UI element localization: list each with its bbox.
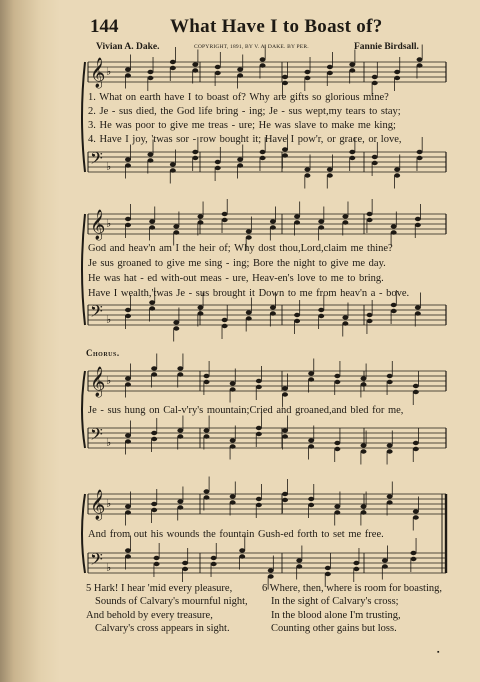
stanza-line: Calvary's cross appears in sight. xyxy=(95,622,230,634)
bass-clef-icon: 𝄢 xyxy=(90,424,103,448)
notehead xyxy=(413,447,419,451)
notehead xyxy=(151,431,157,435)
notehead xyxy=(304,76,310,80)
notehead xyxy=(415,311,421,315)
bass-clef-icon: 𝄢 xyxy=(90,301,103,325)
notehead xyxy=(327,173,333,177)
notehead xyxy=(177,499,183,503)
composer-credit: Vivian A. Dake. xyxy=(96,42,160,52)
notehead xyxy=(246,316,252,320)
notehead xyxy=(394,167,400,171)
stanza-line: 5 Hark! I hear 'mid every pleasure, xyxy=(86,583,233,594)
notehead xyxy=(361,504,367,508)
chorus-line-1: Je - sus hung on Cal-v'ry's mountain;Cried and groaned,and bled for me, xyxy=(88,405,404,416)
notehead xyxy=(246,229,252,233)
stanza-line: In the blood alone I'm trusting, xyxy=(271,609,401,621)
notehead xyxy=(417,150,423,154)
notehead xyxy=(391,303,397,307)
notehead xyxy=(230,381,236,385)
notehead xyxy=(192,62,198,66)
notehead xyxy=(294,214,300,218)
notehead xyxy=(413,509,419,513)
notehead xyxy=(382,558,388,562)
notehead xyxy=(125,504,131,508)
notehead xyxy=(361,376,367,380)
notehead xyxy=(394,173,400,177)
stanza-5 xyxy=(86,582,248,635)
treble-clef-icon: 𝄞 xyxy=(90,210,106,240)
notehead xyxy=(349,156,355,160)
notehead xyxy=(304,70,310,74)
flat-icon: ♭ xyxy=(106,436,112,449)
notehead xyxy=(334,447,340,451)
notehead xyxy=(204,428,210,432)
bass-clef-icon: 𝄢 xyxy=(90,549,103,573)
notehead xyxy=(215,71,221,75)
notehead xyxy=(349,150,355,154)
flat-icon: ♭ xyxy=(106,313,112,326)
notehead xyxy=(197,214,203,218)
notehead xyxy=(308,377,314,381)
notehead xyxy=(260,150,266,154)
notehead xyxy=(192,68,198,72)
notehead xyxy=(282,153,288,157)
notehead xyxy=(170,162,176,166)
notehead xyxy=(391,230,397,234)
ink-mark: ▪ xyxy=(437,648,440,656)
verse-2-line-1: 2. Je - sus died, the God life bring - ing; Je - sus wept,my tears to stay; xyxy=(88,106,401,117)
notehead xyxy=(170,60,176,64)
notehead xyxy=(382,564,388,568)
notehead xyxy=(125,382,131,386)
notehead xyxy=(417,57,423,61)
notehead xyxy=(387,449,393,453)
notehead xyxy=(387,494,393,498)
notehead xyxy=(256,379,262,383)
notehead xyxy=(222,212,228,216)
stanza-line: Counting other gains but loss. xyxy=(271,622,397,634)
notehead xyxy=(204,434,210,438)
notehead xyxy=(308,497,314,501)
notehead xyxy=(413,384,419,388)
notehead xyxy=(192,156,198,160)
notehead xyxy=(353,561,359,565)
notehead xyxy=(270,311,276,315)
flat-icon: ♭ xyxy=(106,374,112,387)
notehead xyxy=(147,70,153,74)
notehead xyxy=(270,305,276,309)
notehead xyxy=(270,225,276,229)
notehead xyxy=(204,380,210,384)
notehead xyxy=(417,156,423,160)
verse-1-line-2: God and heav'n am I the heir of; Why dost thou,Lord,claim me thine? xyxy=(88,243,393,254)
notehead xyxy=(177,428,183,432)
notehead xyxy=(125,157,131,161)
notehead xyxy=(372,155,378,159)
notehead xyxy=(296,558,302,562)
chorus-label: Chorus. xyxy=(86,348,120,358)
notehead xyxy=(237,67,243,71)
notehead xyxy=(256,385,262,389)
notehead xyxy=(147,76,153,80)
notehead xyxy=(239,548,245,552)
notehead xyxy=(177,434,183,438)
notehead xyxy=(410,551,416,555)
notehead xyxy=(334,380,340,384)
notehead xyxy=(296,564,302,568)
notehead xyxy=(125,223,131,227)
notehead xyxy=(215,65,221,69)
notehead xyxy=(270,219,276,223)
notehead xyxy=(361,443,367,447)
notehead xyxy=(230,500,236,504)
notehead xyxy=(149,225,155,229)
stanza-line: In the sight of Calvary's cross; xyxy=(271,596,399,608)
flat-icon: ♭ xyxy=(106,65,112,78)
notehead xyxy=(125,433,131,437)
notehead xyxy=(177,505,183,509)
stanza-line: 6 Where, then, where is room for boasting, xyxy=(262,583,443,594)
notehead xyxy=(387,500,393,504)
notehead xyxy=(237,163,243,167)
notehead xyxy=(197,220,203,224)
notehead xyxy=(151,366,157,370)
notehead xyxy=(387,443,393,447)
system-brace xyxy=(82,62,85,172)
notehead xyxy=(415,217,421,221)
notehead xyxy=(230,494,236,498)
flat-icon: ♭ xyxy=(106,497,112,510)
notehead xyxy=(361,510,367,514)
notehead xyxy=(149,300,155,304)
treble-clef-icon: 𝄞 xyxy=(90,58,106,88)
notehead xyxy=(342,315,348,319)
notehead xyxy=(327,65,333,69)
notehead xyxy=(237,73,243,77)
notehead xyxy=(334,374,340,378)
notehead xyxy=(211,556,217,560)
notehead xyxy=(256,432,262,436)
notehead xyxy=(342,214,348,218)
notehead xyxy=(268,568,274,572)
flat-icon: ♭ xyxy=(106,561,112,574)
notehead xyxy=(318,219,324,223)
notehead xyxy=(294,220,300,224)
notehead xyxy=(125,67,131,71)
verse-4-line-1: 4. Have I joy, 'twas sor - row bought it; Have I pow'r, or grace, or love, xyxy=(88,134,402,145)
notehead xyxy=(197,311,203,315)
notehead xyxy=(282,492,288,496)
notehead xyxy=(372,81,378,85)
notehead xyxy=(282,498,288,502)
notehead xyxy=(125,376,131,380)
notehead xyxy=(204,489,210,493)
notehead xyxy=(154,556,160,560)
notehead xyxy=(237,157,243,161)
notehead xyxy=(413,390,419,394)
notehead xyxy=(342,321,348,325)
notehead xyxy=(367,319,373,323)
notehead xyxy=(349,62,355,66)
notehead xyxy=(125,308,131,312)
notehead xyxy=(173,224,179,228)
stanza-line: Sounds of Calvary's mournful night, xyxy=(95,596,248,608)
notehead xyxy=(230,387,236,391)
flat-icon: ♭ xyxy=(106,160,112,173)
notehead xyxy=(391,224,397,228)
notehead xyxy=(342,220,348,224)
notehead xyxy=(349,68,355,72)
notehead xyxy=(282,81,288,85)
stanza-line: And behold by every treasure, xyxy=(86,609,213,621)
notehead xyxy=(413,515,419,519)
notehead xyxy=(204,374,210,378)
notehead xyxy=(387,380,393,384)
notehead xyxy=(215,160,221,164)
notehead xyxy=(318,308,324,312)
notehead xyxy=(327,71,333,75)
notehead xyxy=(282,386,288,390)
notehead xyxy=(282,147,288,151)
author-credit: Fannie Birdsall. xyxy=(354,42,419,52)
notehead xyxy=(391,309,397,313)
notehead xyxy=(256,426,262,430)
notehead xyxy=(415,305,421,309)
notehead xyxy=(197,305,203,309)
notehead xyxy=(151,372,157,376)
notehead xyxy=(394,70,400,74)
copyright-notice: COPYRIGHT, 1891, BY V. A. DAKE. BY PER. xyxy=(194,44,309,50)
notehead xyxy=(182,561,188,565)
verse-4-line-2: Have I wealth,'twas Je - sus brought it Down to me from heav'n a - bove. xyxy=(88,288,410,299)
notehead xyxy=(246,235,252,239)
notehead xyxy=(239,554,245,558)
notehead xyxy=(415,223,421,227)
notehead xyxy=(154,562,160,566)
notehead xyxy=(260,156,266,160)
system-brace xyxy=(82,214,85,325)
notehead xyxy=(125,217,131,221)
notehead xyxy=(387,374,393,378)
notehead xyxy=(192,150,198,154)
notehead xyxy=(308,371,314,375)
notehead xyxy=(325,566,331,570)
notehead xyxy=(361,382,367,386)
notehead xyxy=(282,392,288,396)
notehead xyxy=(125,163,131,167)
notehead xyxy=(282,428,288,432)
notehead xyxy=(260,63,266,67)
stanza-6 xyxy=(262,582,442,635)
notehead xyxy=(170,66,176,70)
notehead xyxy=(367,212,373,216)
system-brace xyxy=(82,494,85,573)
notehead xyxy=(308,438,314,442)
notehead xyxy=(334,504,340,508)
notehead xyxy=(372,161,378,165)
notehead xyxy=(417,63,423,67)
notehead xyxy=(177,366,183,370)
notehead xyxy=(308,444,314,448)
notehead xyxy=(125,314,131,318)
notehead xyxy=(230,438,236,442)
notehead xyxy=(211,562,217,566)
notehead xyxy=(318,225,324,229)
flat-icon: ♭ xyxy=(106,217,112,230)
notehead xyxy=(125,510,131,514)
notehead xyxy=(304,173,310,177)
chorus-line-2: And from out his wounds the fountain Gush-ed forth to set me free. xyxy=(88,529,384,540)
notehead xyxy=(151,437,157,441)
notehead xyxy=(151,502,157,506)
notehead xyxy=(149,306,155,310)
notehead xyxy=(215,166,221,170)
treble-clef-icon: 𝄞 xyxy=(90,367,106,397)
notehead xyxy=(413,441,419,445)
notehead xyxy=(204,495,210,499)
notehead xyxy=(256,497,262,501)
verse-2-line-2: Je sus groaned to give me sing - ing; Bore the night to give me day. xyxy=(88,258,386,269)
notehead xyxy=(151,508,157,512)
notehead xyxy=(222,218,228,222)
notehead xyxy=(367,218,373,222)
system-brace xyxy=(82,371,85,448)
verse-1-line-1: 1. What on earth have I to boast of? Why are gifts so glorious mine? xyxy=(88,92,389,103)
notehead xyxy=(294,319,300,323)
notehead xyxy=(282,75,288,79)
notehead xyxy=(334,441,340,445)
notehead xyxy=(147,158,153,162)
notehead xyxy=(353,567,359,571)
notehead xyxy=(256,503,262,507)
notehead xyxy=(182,567,188,571)
treble-clef-icon: 𝄞 xyxy=(90,490,106,520)
notehead xyxy=(327,167,333,171)
verse-3-line-1: 3. He was poor to give me treas - ure; He was slave to make me king; xyxy=(88,120,396,131)
notehead xyxy=(125,439,131,443)
notehead xyxy=(222,318,228,322)
notehead xyxy=(125,548,131,552)
verse-3-line-2: He was hat - ed with-out meas - ure, Heav-en's love to me to bring. xyxy=(88,273,384,284)
notehead xyxy=(308,503,314,507)
notehead xyxy=(173,230,179,234)
notehead xyxy=(125,73,131,77)
notehead xyxy=(173,320,179,324)
notehead xyxy=(294,313,300,317)
notehead xyxy=(147,152,153,156)
notehead xyxy=(149,219,155,223)
notehead xyxy=(125,554,131,558)
notehead xyxy=(334,510,340,514)
bass-clef-icon: 𝄢 xyxy=(90,148,103,172)
hymn-number: 144 xyxy=(90,16,119,37)
notehead xyxy=(367,313,373,317)
notehead xyxy=(177,372,183,376)
notehead xyxy=(304,167,310,171)
notehead xyxy=(325,572,331,576)
notehead xyxy=(361,449,367,453)
notehead xyxy=(230,444,236,448)
notehead xyxy=(318,314,324,318)
notehead xyxy=(222,324,228,328)
notehead xyxy=(394,76,400,80)
notehead xyxy=(282,434,288,438)
notehead xyxy=(170,168,176,172)
notehead xyxy=(246,310,252,314)
notehead xyxy=(173,326,179,330)
notehead xyxy=(410,557,416,561)
notehead xyxy=(372,75,378,79)
notehead xyxy=(268,574,274,578)
notehead xyxy=(260,57,266,61)
hymn-title: What Have I to Boast of? xyxy=(170,16,383,37)
